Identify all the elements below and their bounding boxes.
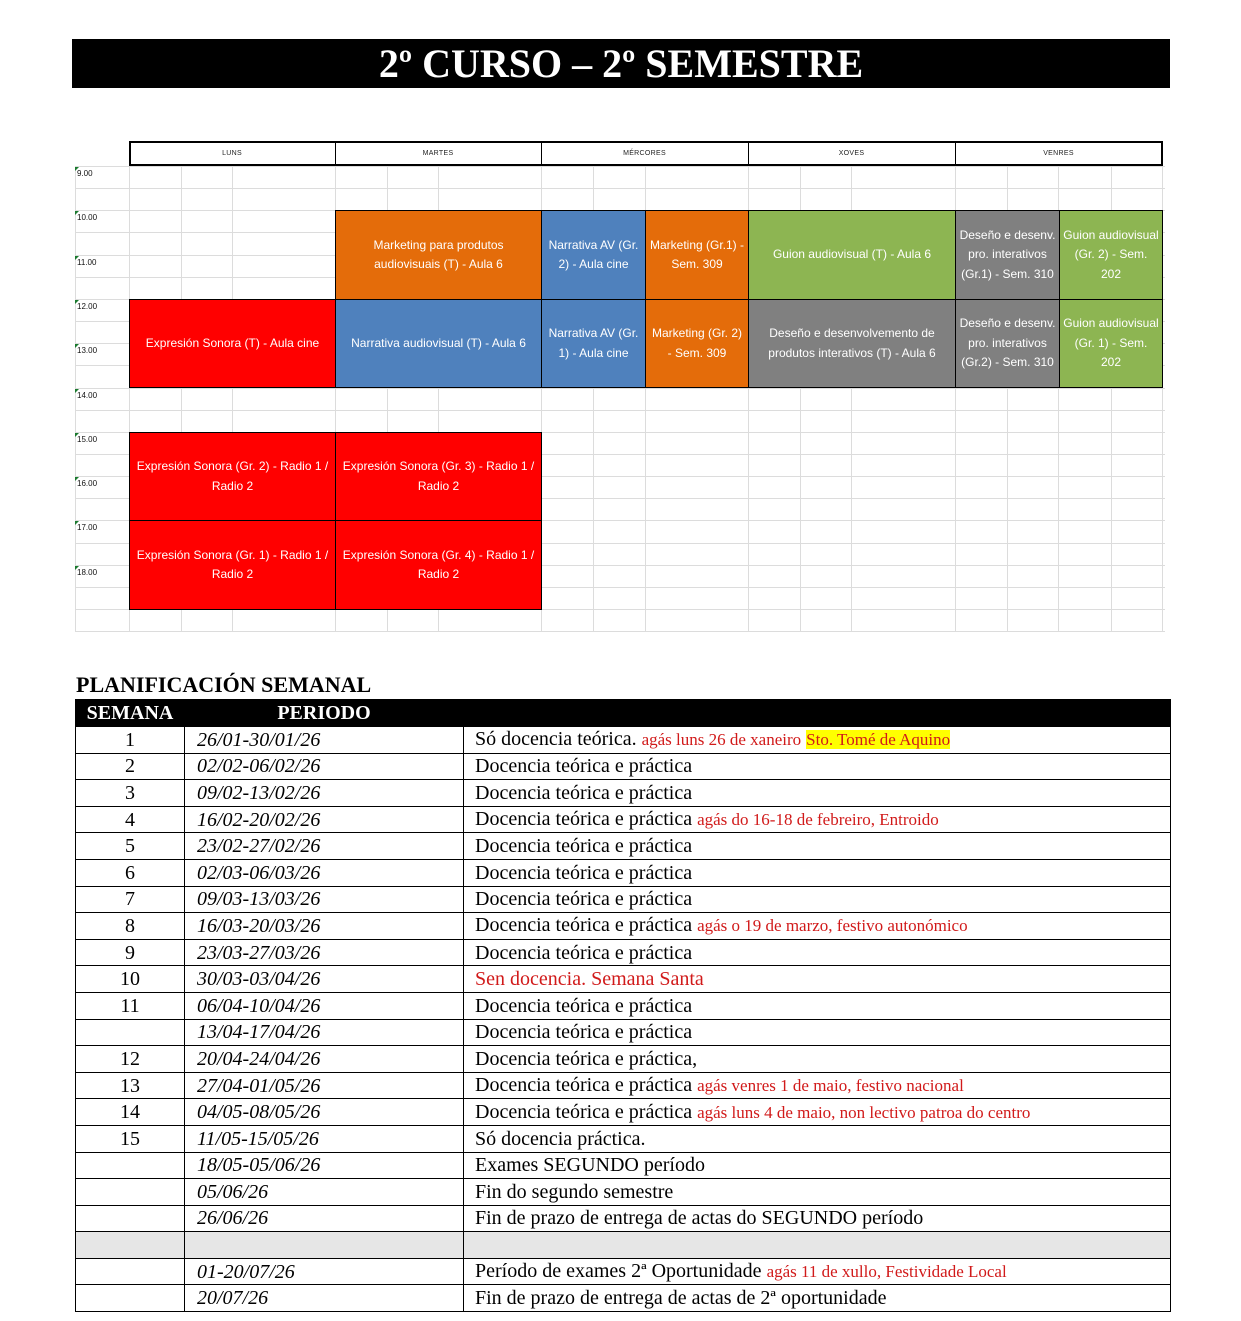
class-block: Marketing (Gr.1) - Sem. 309	[645, 210, 749, 300]
planning-row	[76, 833, 1171, 860]
period-cell: 09/03-13/03/26	[185, 886, 464, 913]
time-label: 9.00	[77, 169, 93, 178]
day-header-venres: VENRES	[1043, 150, 1074, 157]
planning-row	[76, 1046, 1171, 1073]
planning-row	[76, 1125, 1171, 1152]
description-text: Docencia teórica e práctica	[475, 755, 693, 778]
description-cell	[464, 1072, 1171, 1099]
planning-table	[75, 699, 1171, 1312]
period-cell: 16/02-20/02/26	[185, 806, 464, 833]
description-text: Só docencia práctica.	[475, 1127, 646, 1150]
week-cell	[76, 1232, 185, 1259]
description-text: Docencia teórica e práctica	[475, 835, 693, 858]
planning-section-title: PLANIFICACIÓN SEMANAL	[76, 672, 372, 697]
description-cell	[464, 913, 1171, 940]
description-cell	[464, 753, 1171, 780]
planning-row	[76, 1179, 1171, 1206]
class-block: Guion audiovisual (Gr. 1) - Sem. 202	[1059, 299, 1163, 389]
planning-row	[76, 806, 1171, 833]
week-cell: 13	[76, 1072, 185, 1099]
class-block: Expresión Sonora (T) - Aula cine	[129, 299, 336, 389]
class-block: Expresión Sonora (Gr. 2) - Radio 1 / Radio 2	[129, 432, 336, 522]
period-cell: 01-20/07/26	[185, 1258, 464, 1285]
planning-row	[76, 1258, 1171, 1285]
description-text: Docencia teórica e práctica	[475, 914, 693, 937]
planning-row	[76, 886, 1171, 913]
description-text: Período de exames 2ª Oportunidade	[475, 1260, 762, 1283]
period-cell: 26/06/26	[185, 1205, 464, 1232]
planning-row	[76, 1072, 1171, 1099]
day-header-martes: MARTES	[422, 150, 454, 157]
description-text: Docencia teórica e práctica	[475, 1100, 693, 1123]
period-cell: 30/03-03/04/26	[185, 966, 464, 993]
planning-row	[76, 1152, 1171, 1179]
class-block: Narrativa AV (Gr. 1) - Aula cine	[541, 299, 646, 389]
description-text: Só docencia teórica.	[475, 728, 637, 751]
description-text: Docencia teórica e práctica	[475, 1021, 693, 1044]
description-text: Fin do segundo semestre	[475, 1180, 674, 1203]
week-cell: 11	[76, 992, 185, 1019]
planning-row	[76, 727, 1171, 754]
time-label: 14.00	[77, 390, 98, 400]
class-block: Narrativa AV (Gr. 2) - Aula cine	[541, 210, 646, 300]
planning-row	[76, 913, 1171, 940]
planning-row	[76, 780, 1171, 807]
week-cell	[76, 1205, 185, 1232]
description-text: Docencia teórica e práctica	[475, 808, 693, 831]
weekly-schedule-grid	[75, 141, 1165, 611]
week-cell: 2	[76, 753, 185, 780]
week-cell: 3	[76, 780, 185, 807]
time-label: 17.00	[77, 523, 98, 533]
exception-note: agás luns 4 de maio, non lectivo patroa do centro	[697, 1102, 1031, 1122]
period-cell: 04/05-08/05/26	[185, 1099, 464, 1126]
description-cell	[464, 966, 1171, 993]
description-text: Exames SEGUNDO período	[475, 1154, 705, 1177]
description-cell	[464, 1179, 1171, 1206]
description-cell	[464, 1285, 1171, 1312]
planning-row	[76, 1285, 1171, 1312]
week-cell: 1	[76, 727, 185, 754]
class-block: Marketing para produtos audiovisuais (T) - Aula 6	[335, 210, 542, 300]
week-cell: 6	[76, 859, 185, 886]
description-text: Docencia teórica e práctica	[475, 781, 693, 804]
day-header-xoves: XOVES	[838, 150, 865, 157]
class-block: Guion audiovisual (Gr. 2) - Sem. 202	[1059, 210, 1163, 300]
description-cell	[464, 1046, 1171, 1073]
period-cell: 18/05-05/06/26	[185, 1152, 464, 1179]
description-cell	[464, 1205, 1171, 1232]
description-column-header	[464, 700, 1171, 727]
week-cell	[76, 1285, 185, 1312]
planning-row	[76, 753, 1171, 780]
class-block: Expresión Sonora (Gr. 4) - Radio 1 / Radio 2	[335, 520, 542, 610]
exception-note: agás venres 1 de maio, festivo nacional	[697, 1076, 964, 1096]
description-text: Fin de prazo de entrega de actas de 2ª oportunidade	[475, 1287, 887, 1310]
description-cell	[464, 1125, 1171, 1152]
grid-line	[75, 631, 1165, 632]
description-cell	[464, 1152, 1171, 1179]
description-text: Docencia teórica e práctica	[475, 1074, 693, 1097]
week-cell	[76, 1179, 185, 1206]
grid-line	[75, 410, 1165, 411]
planning-row	[76, 966, 1171, 993]
week-cell: 12	[76, 1046, 185, 1073]
exception-note: agás 11 de xullo, Festividade Local	[766, 1262, 1007, 1282]
week-cell: 5	[76, 833, 185, 860]
day-header-luns: LUNS	[222, 150, 242, 157]
description-cell	[464, 806, 1171, 833]
week-column-header: SEMANA	[76, 700, 185, 727]
period-cell: 16/03-20/03/26	[185, 913, 464, 940]
planning-header-row	[76, 700, 1171, 727]
exception-note: agás luns 26 de xaneiro	[641, 730, 802, 750]
period-cell: 23/03-27/03/26	[185, 939, 464, 966]
page-title: 2º CURSO – 2º SEMESTRE	[72, 39, 1170, 88]
planning-row	[76, 1232, 1171, 1259]
class-block: Deseño e desenvolvemento de produtos interativos (T) - Aula 6	[748, 299, 956, 389]
week-cell	[76, 1258, 185, 1285]
period-column-header: PERIODO	[185, 700, 464, 727]
planning-row	[76, 1099, 1171, 1126]
period-cell: 20/04-24/04/26	[185, 1046, 464, 1073]
period-cell: 02/02-06/02/26	[185, 753, 464, 780]
class-block: Marketing (Gr. 2) - Sem. 309	[645, 299, 749, 389]
time-label: 13.00	[77, 346, 98, 356]
exception-note: agás do 16-18 de febreiro, Entroido	[697, 810, 939, 830]
week-cell: 9	[76, 939, 185, 966]
description-text: Docencia teórica e práctica	[475, 861, 693, 884]
class-block: Expresión Sonora (Gr. 1) - Radio 1 / Radio 2	[129, 520, 336, 610]
time-label: 12.00	[77, 301, 98, 311]
week-cell: 4	[76, 806, 185, 833]
period-cell: 09/02-13/02/26	[185, 780, 464, 807]
week-cell: 10	[76, 966, 185, 993]
description-text: Docencia teórica e práctica	[475, 888, 693, 911]
description-cell	[464, 833, 1171, 860]
grid-line	[75, 188, 1165, 189]
week-cell: 15	[76, 1125, 185, 1152]
description-text: Docencia teórica e práctica,	[475, 1047, 698, 1070]
planning-row	[76, 859, 1171, 886]
description-text: Fin de prazo de entrega de actas do SEGUNDO período	[475, 1207, 924, 1230]
planning-row	[76, 992, 1171, 1019]
time-label: 16.00	[77, 479, 98, 489]
time-label: 18.00	[77, 567, 98, 577]
holiday-highlight: Sto. Tomé de Aquino	[806, 730, 951, 750]
period-cell	[185, 1232, 464, 1259]
description-cell	[464, 780, 1171, 807]
description-cell	[464, 886, 1171, 913]
description-cell	[464, 1019, 1171, 1046]
description-cell	[464, 1258, 1171, 1285]
period-cell: 27/04-01/05/26	[185, 1072, 464, 1099]
week-cell	[76, 1019, 185, 1046]
week-cell: 14	[76, 1099, 185, 1126]
grid-line	[75, 166, 76, 631]
description-text: Docencia teórica e práctica	[475, 941, 693, 964]
week-cell: 7	[76, 886, 185, 913]
time-label: 15.00	[77, 434, 98, 444]
period-cell: 02/03-06/03/26	[185, 859, 464, 886]
description-text: Docencia teórica e práctica	[475, 994, 693, 1017]
exception-note: agás o 19 de marzo, festivo autonómico	[697, 916, 968, 936]
description-cell	[464, 939, 1171, 966]
time-label: 10.00	[77, 213, 98, 223]
description-cell	[464, 727, 1171, 754]
description-cell	[464, 992, 1171, 1019]
class-block: Guion audiovisual (T) - Aula 6	[748, 210, 956, 300]
week-cell: 8	[76, 913, 185, 940]
description-cell	[464, 1099, 1171, 1126]
description-cell	[464, 1232, 1171, 1259]
period-cell: 05/06/26	[185, 1179, 464, 1206]
period-cell: 20/07/26	[185, 1285, 464, 1312]
class-block: Expresión Sonora (Gr. 3) - Radio 1 / Radio 2	[335, 432, 542, 522]
grid-line	[75, 166, 1165, 167]
period-cell: 11/05-15/05/26	[185, 1125, 464, 1152]
class-block: Deseño e desenv. pro. interativos (Gr.2) - Sem. 310	[955, 299, 1060, 389]
period-cell: 13/04-17/04/26	[185, 1019, 464, 1046]
time-label: 11.00	[77, 257, 97, 267]
day-header-mércores: MÉRCORES	[623, 150, 666, 157]
planning-row	[76, 1205, 1171, 1232]
class-block: Deseño e desenv. pro. interativos (Gr.1) - Sem. 310	[955, 210, 1060, 300]
class-block: Narrativa audiovisual (T) - Aula 6	[335, 299, 542, 389]
no-teaching-note: Sen docencia. Semana Santa	[475, 968, 704, 991]
description-cell	[464, 859, 1171, 886]
week-cell	[76, 1152, 185, 1179]
planning-row	[76, 939, 1171, 966]
period-cell: 23/02-27/02/26	[185, 833, 464, 860]
period-cell: 06/04-10/04/26	[185, 992, 464, 1019]
planning-row	[76, 1019, 1171, 1046]
period-cell: 26/01-30/01/26	[185, 727, 464, 754]
